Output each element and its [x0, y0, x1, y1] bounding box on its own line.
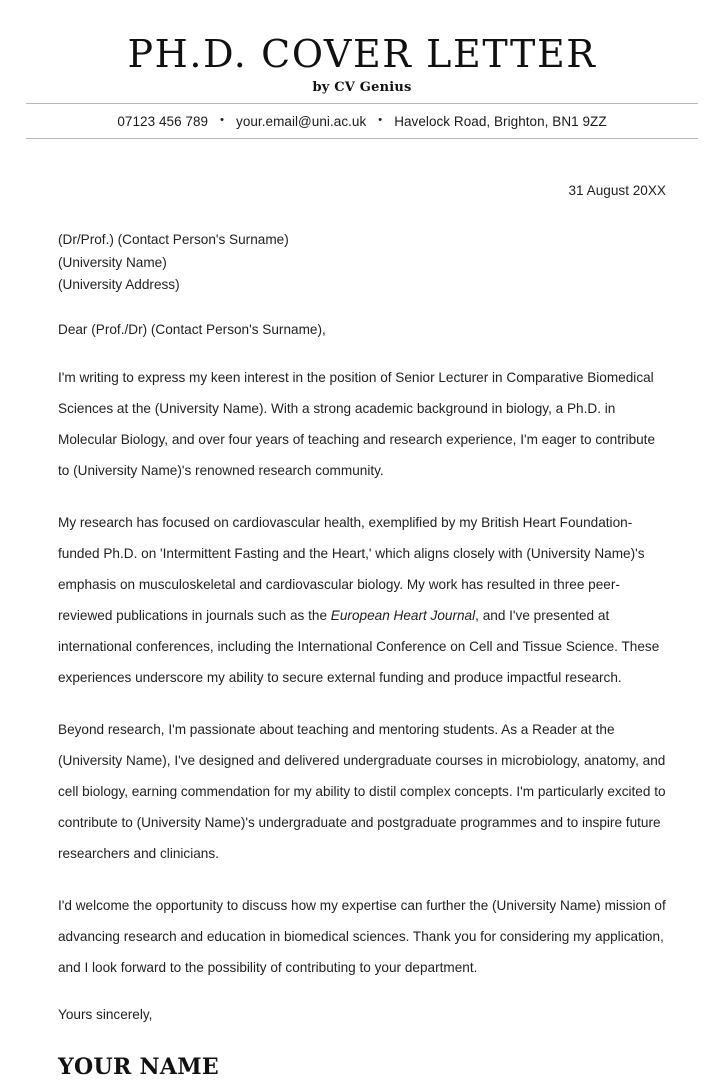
journal-title: European Heart Journal: [330, 607, 476, 623]
paragraph-2-text-before-journal: My research has focused on cardiovascular health, exemplified by my British Heart Foundation-funded Ph.D. on 'Intermittent Fasting and the Heart,' which aligns closely with (University Name)'s emphasis on musculoskeletal and cardiovascular biology. My work has resulted in three peer-reviewed publications in journals such as the: [58, 514, 645, 623]
letter-header: [0, 0, 724, 139]
contact-phone: 07123 456 789: [117, 113, 209, 129]
recipient-organisation: (University Name): [58, 254, 167, 270]
body-paragraph-3: Beyond research, I'm passionate about teaching and mentoring students. As a Reader at the (University Name), I've designed and delivered undergraduate courses in microbiology, anatomy, and cell biology, earning commendation for my ability to distil complex concepts. I'm particularly excited to contribute to (University Name)'s undergraduate and postgraduate programmes and to inspire future researchers and clinicians.: [58, 721, 666, 861]
recipient-name: (Dr/Prof.) (Contact Person's Surname): [58, 232, 289, 248]
salutation: Dear (Prof./Dr) (Contact Person's Surname),: [58, 321, 326, 337]
body-paragraph-1: I'm writing to express my keen interest in the position of Senior Lecturer in Comparative Biomedical Sciences at the (University Name). With a strong academic background in biology, a Ph.D. in Molecular Biology, and over four years of teaching and research experience, I'm eager to contribute to (University Name)'s renowned research community.: [58, 369, 656, 478]
letter-date: 31 August 20XX: [568, 183, 666, 199]
page-title: PH.D. COVER LETTER: [127, 32, 597, 76]
signature-name: YOUR NAME: [58, 1053, 219, 1080]
paragraph-2-text-after-journal: , and I've presented at international conferences, including the International Conference on Cell and Tissue Science. These experiences underscore my ability to secure external funding and produce impactful research.: [58, 607, 660, 685]
contact-email: your.email@uni.ac.uk: [236, 113, 367, 129]
body-paragraph-4: I'd welcome the opportunity to discuss how my expertise can further the (University Name) mission of advancing research and education in biomedical sciences. Thank you for considering my application, and I look forward to the possibility of contributing to your department.: [58, 897, 666, 975]
contact-info-row: [0, 104, 724, 138]
contact-separator-icon: •: [378, 113, 383, 126]
contact-address: Havelock Road, Brighton, BN1 9ZZ: [394, 113, 607, 129]
contact-separator-icon: •: [220, 113, 225, 126]
letter-body: [0, 139, 724, 1083]
document-byline: by CV Genius: [312, 80, 412, 96]
recipient-address-block: [58, 229, 666, 297]
closing-salutation: Yours sincerely,: [58, 1006, 153, 1022]
recipient-address: (University Address): [58, 277, 180, 293]
body-paragraph-2: [58, 507, 666, 693]
